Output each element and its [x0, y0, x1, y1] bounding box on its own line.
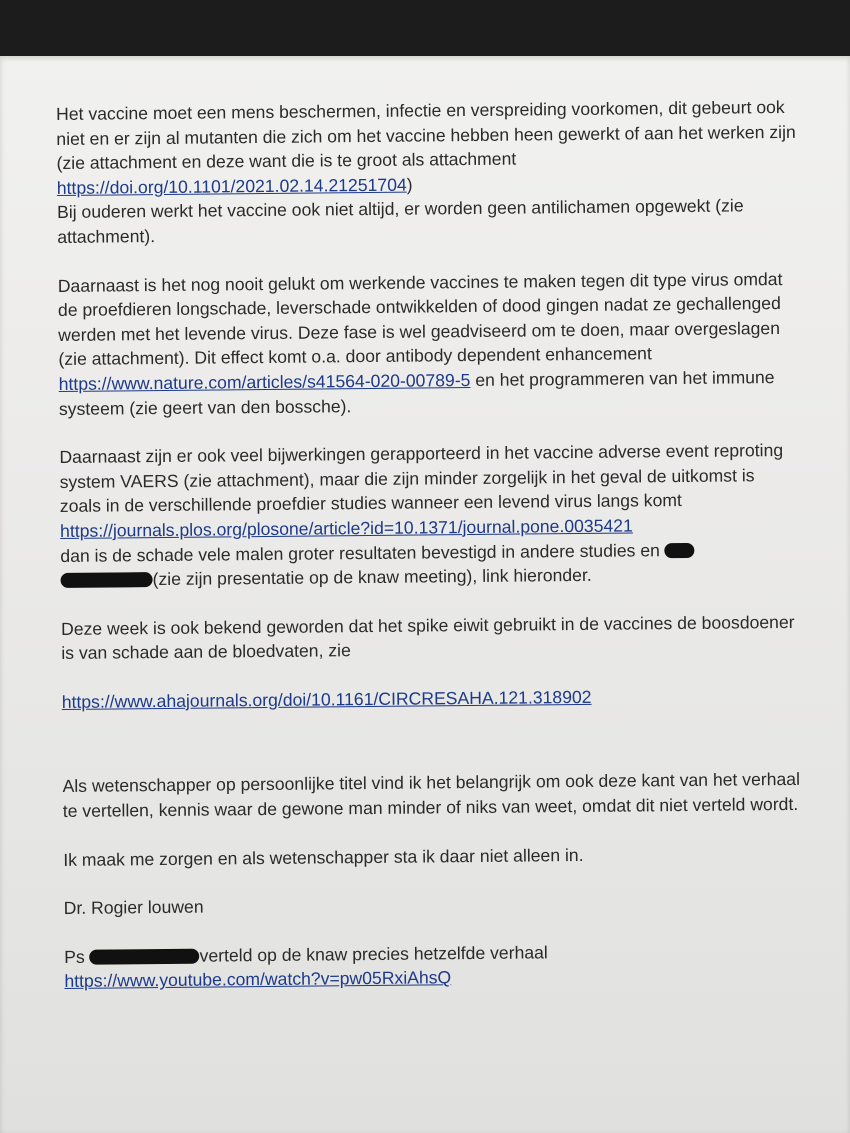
paragraph-7-text: Ik maak me zorgen en als wetenschapper sta ik daar niet alleen in. — [63, 844, 584, 870]
paragraph-4 — [61, 610, 801, 666]
redaction-mark — [61, 572, 153, 588]
letter-body — [56, 95, 805, 1018]
paragraph-3 — [59, 438, 800, 593]
postscript-text: verteld op de knaw precies hetzelfde verhaal — [199, 942, 548, 966]
paragraph-1 — [56, 95, 797, 250]
doi-link[interactable]: https://doi.org/10.1101/2021.02.14.21251704 — [56, 174, 407, 198]
signature — [64, 889, 804, 921]
paragraph-7 — [63, 841, 803, 873]
paragraph-2-text: Daarnaast is het nog nooit gelukt om werkende vaccines te maken tegen dit type virus omdat de proefdieren longschade, leverschade ontwikkelden of dood gingen nadat ze gechallenged werden met het levende virus. Deze fase is wel geadviseerd om te doen, maar overgeslagen (zie attachment). Dit effect komt o.a. door antibody dependent enhancement — [57, 268, 783, 370]
paper-sheet — [0, 56, 850, 1133]
paragraph-3-text: Daarnaast zijn er ook veel bijwerkingen gerapporteerd in het vaccine adverse event reproting system VAERS (zie attachment), maar die zijn minder zorgelijk in het geval de uitkomst is zoals in de verschillende proefdier studies wanneer een levend virus langs komt — [59, 440, 784, 517]
paragraph-2 — [58, 266, 799, 421]
ahajournals-link[interactable]: https://www.ahajournals.org/doi/10.1161/CIRCRESAHA.121.318902 — [61, 686, 592, 712]
paragraph-5 — [62, 683, 802, 715]
redaction-mark — [90, 949, 200, 965]
paragraph-6 — [62, 767, 802, 823]
plos-link[interactable]: https://journals.plos.org/plosone/article?id=10.1371/journal.pone.0035421 — [60, 515, 633, 541]
paragraph-1-text: Het vaccine moet een mens beschermen, infectie en verspreiding voorkomen, dit gebeurt ook niet en er zijn al mutanten die zich om het vaccine hebben heen gewerkt of aan het werken zijn (zie attachment en deze want die is te groot als attachment — [56, 97, 796, 174]
paragraph-6-text: Als wetenschapper op persoonlijke titel vind ik het belangrijk om ook deze kant van het verhaal te vertellen, kennis waar de gewone man minder of niks van weet, omdat dit niet verteld wordt. — [62, 769, 801, 822]
nature-link[interactable]: https://www.nature.com/articles/s41564-020-00789-5 — [58, 369, 471, 394]
paragraph-2-end: en het programmeren van het immune systeem (zie geert van den bossche). — [58, 367, 775, 419]
paragraph-4-text: Deze week is ook bekend geworden dat het spike eiwit gebruikt in de vaccines de boosdoener is van schade aan de bloedvaten, zie — [60, 611, 795, 664]
paragraph-3-presentation: (zie zijn presentatie op de knaw meeting), link hieronder. — [152, 564, 592, 590]
redaction-mark — [665, 542, 695, 557]
paragraph-1-close: ) — [406, 174, 413, 195]
postscript-prefix: Ps — [64, 946, 90, 967]
paragraph-1-elderly: Bij ouderen werkt het vaccine ook niet altijd, er worden geen antilichamen opgewekt (zie attachment). — [56, 195, 744, 247]
paragraph-3-damage: dan is de schade vele malen groter resultaten bevestigd in andere studies en — [60, 539, 665, 566]
postscript — [64, 938, 804, 994]
signature-name: Dr. Rogier louwen — [63, 896, 204, 919]
youtube-link[interactable]: https://www.youtube.com/watch?v=pw05RxiAhsQ — [64, 967, 452, 992]
